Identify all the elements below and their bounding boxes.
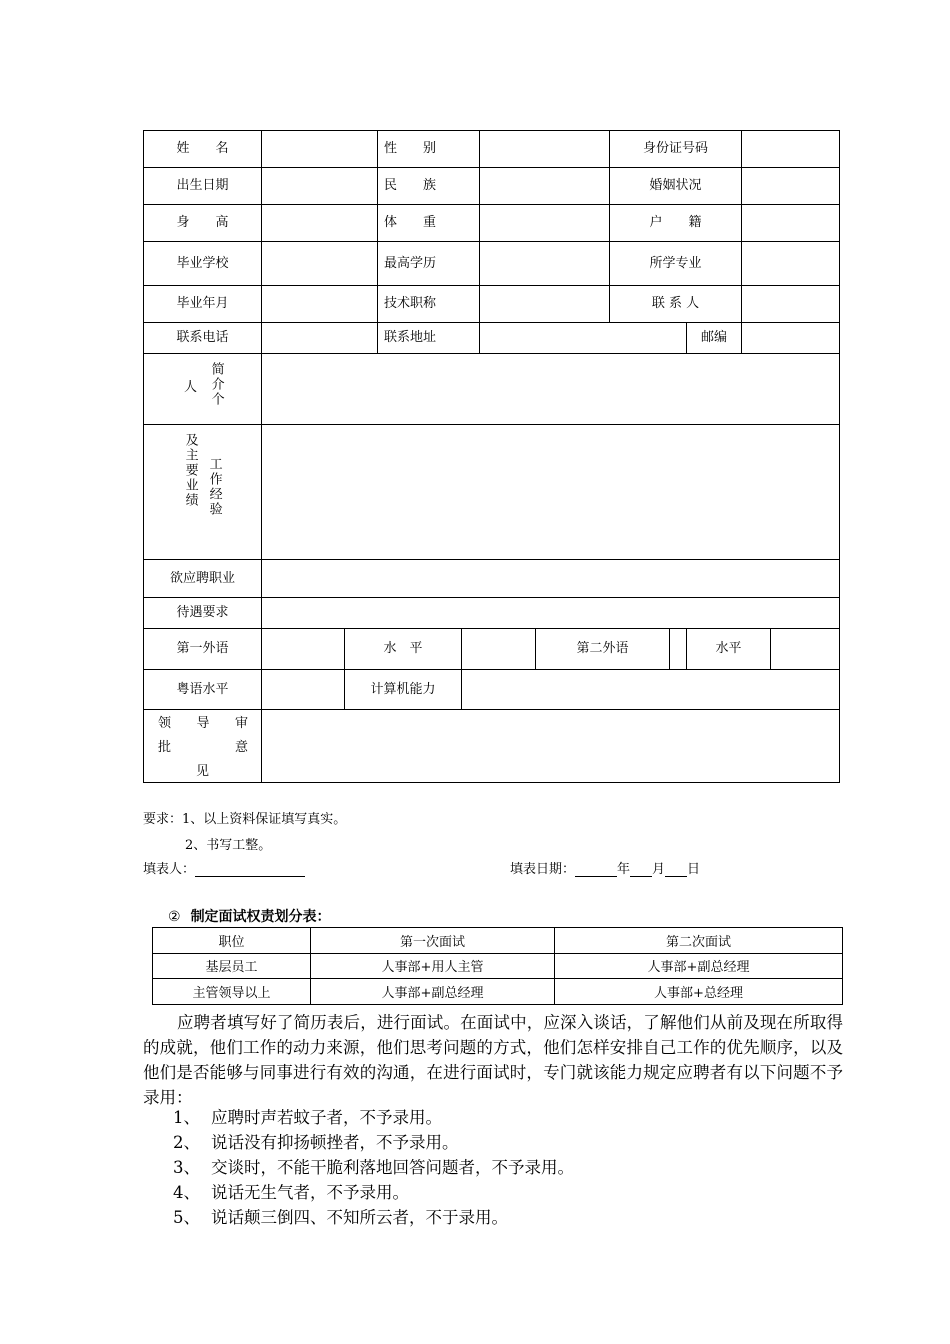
desired-job-field[interactable] xyxy=(262,560,840,598)
table-header-row xyxy=(153,928,843,954)
approval-char: 领 xyxy=(158,716,172,731)
weight-field[interactable] xyxy=(480,205,610,242)
requirement-2: 2、书写工整。 xyxy=(185,838,272,853)
list-text: 说话颠三倒四、不知所云者，不于录用。 xyxy=(211,1208,508,1227)
computer-field[interactable] xyxy=(462,670,840,710)
date-label: 填表日期： xyxy=(510,862,576,877)
table-cell: 人事部+用人主管 xyxy=(311,953,555,979)
section-title xyxy=(168,906,331,926)
cantonese-field[interactable] xyxy=(262,670,345,710)
first-level-field[interactable] xyxy=(462,629,536,670)
approval-field[interactable] xyxy=(262,710,840,783)
address-label: 联系地址 xyxy=(378,323,480,354)
application-form-table xyxy=(143,130,840,783)
ethnicity-field[interactable] xyxy=(480,168,610,205)
approval-label xyxy=(144,710,262,783)
table-cell: 基层员工 xyxy=(153,953,311,979)
salary-label: 待遇要求 xyxy=(144,598,262,629)
header-cell: 第一次面试 xyxy=(311,928,555,954)
experience-label-b: 工作经验 xyxy=(206,457,222,517)
height-label: 身 高 xyxy=(144,205,262,242)
list-text: 交谈时，不能干脆利落地回答问题者，不予录用。 xyxy=(211,1158,574,1177)
rejection-rules-list xyxy=(173,1105,574,1230)
salary-field[interactable] xyxy=(262,598,840,629)
list-number: 1、 xyxy=(173,1108,200,1127)
title-field[interactable] xyxy=(480,286,610,323)
height-field[interactable] xyxy=(262,205,378,242)
phone-label: 联系电话 xyxy=(144,323,262,354)
date-line xyxy=(510,858,700,877)
section-number: ② xyxy=(168,909,181,925)
requirement-1: 要求：1、以上资料保证填写真实。 xyxy=(143,812,347,827)
list-number: 4、 xyxy=(173,1183,200,1202)
form-row xyxy=(144,242,840,286)
approval-char: 审 xyxy=(234,716,248,731)
month-field[interactable] xyxy=(630,863,652,877)
table-row xyxy=(153,979,843,1005)
birthdate-field[interactable] xyxy=(262,168,378,205)
list-item xyxy=(173,1130,574,1155)
name-label: 姓 名 xyxy=(144,131,262,168)
form-row xyxy=(144,131,840,168)
graduation-date-label: 毕业年月 xyxy=(144,286,262,323)
graduation-date-field[interactable] xyxy=(262,286,378,323)
birthdate-label: 出生日期 xyxy=(144,168,262,205)
table-row xyxy=(153,953,843,979)
list-number: 3、 xyxy=(173,1158,200,1177)
second-level-field[interactable] xyxy=(771,629,840,670)
table-cell: 主管领导以上 xyxy=(153,979,311,1005)
form-row xyxy=(144,354,840,425)
zip-field[interactable] xyxy=(742,323,840,354)
day-field[interactable] xyxy=(665,863,687,877)
first-language-label: 第一外语 xyxy=(144,629,262,670)
experience-label xyxy=(144,425,262,560)
household-label: 户 籍 xyxy=(610,205,742,242)
list-number: 5、 xyxy=(173,1208,200,1227)
experience-field[interactable] xyxy=(262,425,840,560)
list-item xyxy=(173,1205,574,1230)
gender-field[interactable] xyxy=(480,131,610,168)
approval-char: 导 xyxy=(196,716,210,731)
header-cell: 职位 xyxy=(153,928,311,954)
major-field[interactable] xyxy=(742,242,840,286)
desired-job-label: 欲应聘职业 xyxy=(144,560,262,598)
table-cell: 人事部+副总经理 xyxy=(311,979,555,1005)
zip-label: 邮编 xyxy=(687,323,742,354)
first-level-label: 水 平 xyxy=(345,629,462,670)
approval-char: 见 xyxy=(196,764,210,779)
table-cell: 人事部+总经理 xyxy=(555,979,843,1005)
contact-person-field[interactable] xyxy=(742,286,840,323)
table-cell: 人事部+副总经理 xyxy=(555,953,843,979)
gender-label: 性 别 xyxy=(378,131,480,168)
weight-label: 体 重 xyxy=(378,205,480,242)
title-label: 技术职称 xyxy=(378,286,480,323)
list-number: 2、 xyxy=(173,1133,200,1152)
form-row xyxy=(144,168,840,205)
form-row xyxy=(144,425,840,560)
second-language-label: 第二外语 xyxy=(536,629,670,670)
phone-field[interactable] xyxy=(262,323,378,354)
filler-field[interactable] xyxy=(195,863,305,877)
name-field[interactable] xyxy=(262,131,378,168)
form-row xyxy=(144,205,840,242)
intro-label xyxy=(144,354,262,425)
approval-char: 批 xyxy=(158,740,172,755)
school-label: 毕业学校 xyxy=(144,242,262,286)
form-row xyxy=(144,323,840,354)
experience-label-a: 及主要业绩 xyxy=(182,433,198,508)
contact-person-label: 联 系 人 xyxy=(610,286,742,323)
filler-label: 填表人： xyxy=(143,862,196,877)
month-label: 月 xyxy=(652,862,666,877)
marital-status-label: 婚姻状况 xyxy=(610,168,742,205)
intro-label-a: 人 xyxy=(184,380,198,395)
household-field[interactable] xyxy=(742,205,840,242)
list-item xyxy=(173,1105,574,1130)
second-level-label: 水平 xyxy=(687,629,771,670)
education-field[interactable] xyxy=(480,242,610,286)
intro-label-b: 简介个 xyxy=(208,362,224,407)
first-language-field[interactable] xyxy=(262,629,345,670)
form-row xyxy=(144,598,840,629)
list-text: 应聘时声若蚊子者，不予录用。 xyxy=(211,1108,442,1127)
body-paragraph: 应聘者填写好了简历表后，进行面试。在面试中，应深入谈话，了解他们从前及现在所取得的成就，他们工作的动力来源，他们思考问题的方式，他们怎样安排自己工作的优先顺序，以及他们是否能够与同事进行有效的沟通，在进行面试时，专门就该能力规定应聘者有以下问题不予录用： xyxy=(143,1013,843,1107)
address-field[interactable] xyxy=(480,323,687,354)
cantonese-label: 粤语水平 xyxy=(144,670,262,710)
id-number-field[interactable] xyxy=(742,131,840,168)
list-text: 说话没有抑扬顿挫者，不予录用。 xyxy=(211,1133,459,1152)
computer-label: 计算机能力 xyxy=(345,670,462,710)
list-item xyxy=(173,1155,574,1180)
ethnicity-label: 民 族 xyxy=(378,168,480,205)
marital-status-field[interactable] xyxy=(742,168,840,205)
form-row xyxy=(144,670,840,710)
form-row xyxy=(144,286,840,323)
form-row xyxy=(144,710,840,783)
id-number-label: 身份证号码 xyxy=(610,131,742,168)
list-item xyxy=(173,1180,574,1205)
header-cell: 第二次面试 xyxy=(555,928,843,954)
year-field[interactable] xyxy=(575,863,617,877)
form-row xyxy=(144,560,840,598)
school-field[interactable] xyxy=(262,242,378,286)
major-label: 所学专业 xyxy=(610,242,742,286)
education-label: 最高学历 xyxy=(378,242,480,286)
second-language-field[interactable] xyxy=(670,629,687,670)
section-title-text: 制定面试权责划分表： xyxy=(190,909,331,925)
interview-authority-table xyxy=(152,927,843,1005)
intro-field[interactable] xyxy=(262,354,840,425)
day-label: 日 xyxy=(687,862,701,877)
approval-char: 意 xyxy=(234,740,248,755)
year-label: 年 xyxy=(617,862,631,877)
filler-line xyxy=(143,858,305,877)
form-row xyxy=(144,629,840,670)
list-text: 说话无生气者，不予录用。 xyxy=(211,1183,409,1202)
